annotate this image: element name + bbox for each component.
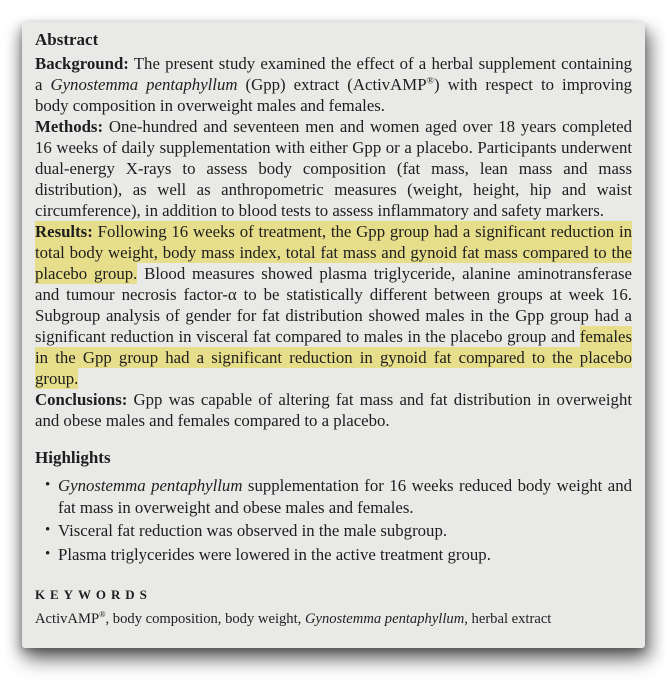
- keywords-line: ActivAMP®, body composition, body weight, Gynostemma pentaphyllum, herbal extract: [35, 609, 552, 627]
- results-paragraph: Results: Following 16 weeks of treatment, the Gpp group had a significant reduction in total body weight, body mass index, total fat mass and gynoid fat mass compared to the placebo group. Blood measures showed plasma triglyceride, alanine aminotransferase and tumour necrosis factor-α to be statistically different between groups at week 16. Subgroup analysis of gender for fat distribution showed males in the Gpp group had a significant reduction in visceral fat compared to males in the placebo group and females in the Gpp group had a significant reduction in gynoid fat compared to the placebo group.: [35, 222, 632, 388]
- abstract-card: [22, 22, 645, 648]
- highlight-item-triglycerides: • Plasma triglycerides were lowered in the active treatment group.: [45, 544, 632, 566]
- conclusions-paragraph: Conclusions: Gpp was capable of altering fat mass and fat distribution in overweight and obese males and females compared to a placebo.: [35, 390, 632, 430]
- abstract-heading: Abstract: [35, 30, 99, 49]
- methods-paragraph: Methods: One-hundred and seventeen men and women aged over 18 years completed 16 weeks of daily supplementation with either Gpp or a placebo. Participants underwent dual-energy X-rays to assess body composition (fat mass, lean mass and mass distribution), as well as anthropometric measures (weight, height, hip and waist circumference), in addition to blood tests to assess inflammatory and safety markers.: [35, 117, 632, 220]
- highlight-item-body-weight: • Gynostemma pentaphyllum supplementation for 16 weeks reduced body weight and fat mass in overweight and obese males and females.: [45, 475, 632, 518]
- background-paragraph: Background: The present study examined the effect of a herbal supplement containing a Gynostemma pentaphyllum (Gpp) extract (ActivAMP®) with respect to improving body composition in overweight males and females.: [35, 54, 632, 115]
- highlights-list: [35, 475, 632, 565]
- highlight-item-visceral-fat: • Visceral fat reduction was observed in the male subgroup.: [45, 520, 632, 542]
- highlights-heading: Highlights: [35, 448, 111, 467]
- keywords-heading: KEYWORDS: [35, 587, 152, 602]
